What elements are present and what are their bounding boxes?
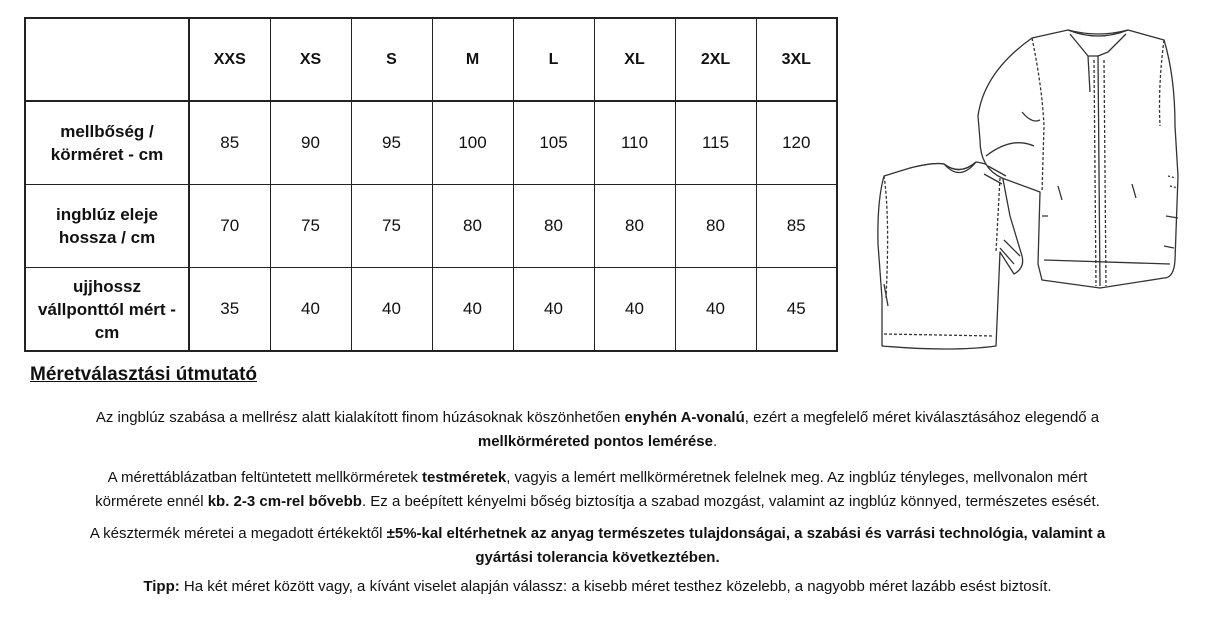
guide-text: , vagyis a lemért mellkörméretnek felelnek meg. Az ingblúz tényleges, mellvonalon mért — [506, 469, 1088, 486]
guide-text: . Ez a beépített kényelmi bőség biztosítja a szabad mozgást, valamint az ingblúz könnyed, természetes esését. — [361, 493, 1100, 510]
row-label-line: cm — [94, 322, 120, 342]
table-cell: 115 — [675, 101, 756, 185]
table-cell: 45 — [756, 268, 837, 352]
table-cell: 40 — [513, 268, 594, 352]
size-header: M — [432, 18, 513, 101]
guide-paragraph-measurements — [30, 466, 1165, 514]
guide-text-bold: enyhén A-vonalú — [624, 409, 745, 426]
guide-paragraph-tip — [30, 575, 1165, 599]
guide-text: körmérete ennél — [95, 493, 208, 510]
blouse-back-view-icon — [878, 162, 1023, 349]
row-label-line: hossza / cm — [58, 228, 156, 247]
guide-text-bold: ±5%-kal eltérhetnek az anyag természetes tulajdonságai, a szabási és varrási technológia, valamint a — [386, 525, 1106, 542]
table-cell: 80 — [675, 185, 756, 268]
table-cell: 120 — [756, 101, 837, 185]
table-cell: 35 — [189, 268, 270, 352]
table-cell: 85 — [189, 101, 270, 185]
size-header: 3XL — [756, 18, 837, 101]
size-header: XXS — [189, 18, 270, 101]
guide-paragraph-fit — [30, 406, 1165, 454]
size-header: XS — [270, 18, 351, 101]
guide-paragraph-tolerance — [30, 522, 1165, 570]
guide-text: A késztermék méretei a megadott értékektől — [89, 525, 387, 542]
row-label-length — [25, 185, 189, 268]
row-label-line: vállponttól mért - — [38, 299, 176, 319]
row-label-line: ingblúz eleje — [55, 205, 159, 224]
size-table — [24, 17, 838, 352]
table-cell: 100 — [432, 101, 513, 185]
table-cell: 80 — [594, 185, 675, 268]
table-cell: 80 — [432, 185, 513, 268]
corner-cell — [25, 18, 189, 101]
table-cell: 40 — [594, 268, 675, 352]
table-cell: 110 — [594, 101, 675, 185]
table-cell: 75 — [351, 185, 432, 268]
table-cell: 70 — [189, 185, 270, 268]
size-header: L — [513, 18, 594, 101]
table-row — [25, 268, 837, 352]
size-header: XL — [594, 18, 675, 101]
row-label-line: körméret - cm — [50, 145, 164, 164]
guide-text: , ezért a megfelelő méret kiválasztásához elegendő a — [744, 409, 1100, 426]
guide-text-bold: gyártási tolerancia következtében. — [475, 549, 720, 566]
tip-label: Tipp: — [143, 578, 180, 595]
row-label-line: mellbőség / — [60, 122, 154, 141]
guide-text-bold: kb. 2-3 cm-rel bővebb — [207, 493, 362, 510]
guide-text: Ha két méret között vagy, a kívánt viselet alapján válassz: a kisebb méret testhez közelebb, a nagyobb méret lazább esést biztosít. — [179, 578, 1052, 595]
table-cell: 105 — [513, 101, 594, 185]
table-cell: 95 — [351, 101, 432, 185]
table-cell: 85 — [756, 185, 837, 268]
size-header: S — [351, 18, 432, 101]
table-cell: 75 — [270, 185, 351, 268]
size-header: 2XL — [675, 18, 756, 101]
table-header-row — [25, 18, 837, 101]
guide-text-bold: mellkörméreted pontos lemérése — [477, 433, 713, 450]
table-cell: 80 — [513, 185, 594, 268]
guide-text-bold: testméretek — [422, 469, 507, 486]
table-cell: 90 — [270, 101, 351, 185]
table-row — [25, 185, 837, 268]
table-cell: 40 — [270, 268, 351, 352]
guide-text: . — [712, 433, 718, 450]
blouse-illustration — [872, 16, 1182, 356]
table-cell: 40 — [351, 268, 432, 352]
table-cell: 40 — [432, 268, 513, 352]
guide-title: Méretválasztási útmutató — [30, 364, 258, 385]
table-row — [25, 101, 837, 185]
row-label-line: ujjhossz — [72, 276, 141, 296]
row-label-sleeve — [25, 268, 189, 352]
guide-text: Az ingblúz szabása a mellrész alatt kialakított finom húzásoknak köszönhetően — [95, 409, 625, 426]
row-label-chest — [25, 101, 189, 185]
table-cell: 40 — [675, 268, 756, 352]
guide-text: A mérettáblázatban feltüntetett mellkörméretek — [107, 469, 422, 486]
